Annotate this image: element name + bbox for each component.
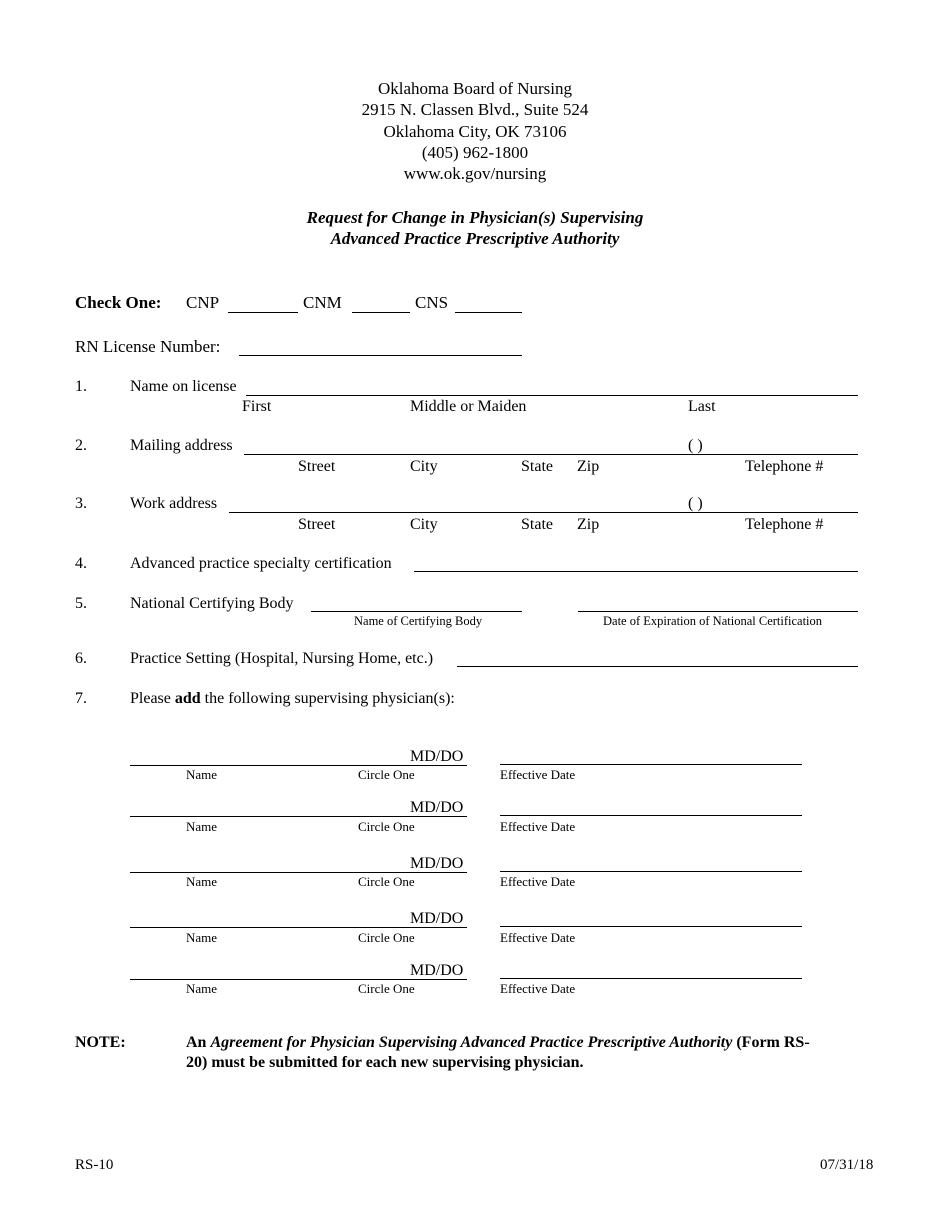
certifying-body-caption: Name of Certifying Body bbox=[354, 614, 483, 628]
physician-circle-caption: Circle One bbox=[358, 767, 415, 782]
option-cns-label: CNS bbox=[415, 293, 449, 312]
note-post: (Form RS- bbox=[732, 1034, 810, 1051]
certifying-body-field[interactable] bbox=[311, 611, 522, 612]
physician-name-caption: Name bbox=[186, 930, 218, 945]
physician-degree-options[interactable]: MD/DO bbox=[410, 910, 464, 927]
name-middle-caption: Middle or Maiden bbox=[410, 398, 527, 415]
mailing-telephone-caption: Telephone # bbox=[745, 458, 824, 475]
note-agreement-title: Agreement for Physician Supervising Advanced Practice Prescriptive Authority bbox=[210, 1034, 733, 1051]
mailing-phone-area: ( ) bbox=[688, 437, 703, 454]
item-1-number: 1. bbox=[75, 378, 87, 395]
item-5-number: 5. bbox=[75, 595, 87, 612]
physician-circle-caption: Circle One bbox=[358, 981, 415, 996]
work-state-caption: State bbox=[521, 516, 553, 533]
item-3-label: Work address bbox=[130, 495, 218, 512]
form-title-line-2: Advanced Practice Prescriptive Authority bbox=[330, 229, 620, 248]
item-7-number: 7. bbox=[75, 690, 87, 707]
mailing-city-caption: City bbox=[410, 458, 438, 475]
physician-degree-options[interactable]: MD/DO bbox=[410, 962, 464, 979]
note-label: NOTE: bbox=[75, 1034, 126, 1051]
physician-effective-date-field[interactable] bbox=[500, 871, 802, 872]
certification-expiration-field[interactable] bbox=[578, 611, 858, 612]
item-5-label: National Certifying Body bbox=[130, 595, 294, 612]
note-pre: An bbox=[186, 1034, 211, 1051]
option-cnp-label: CNP bbox=[186, 293, 220, 312]
physician-effective-date-field[interactable] bbox=[500, 815, 802, 816]
name-last-caption: Last bbox=[688, 398, 716, 415]
physician-date-caption: Effective Date bbox=[500, 981, 576, 996]
item-3-number: 3. bbox=[75, 495, 87, 512]
physician-name-caption: Name bbox=[186, 767, 218, 782]
physician-effective-date-field[interactable] bbox=[500, 926, 802, 927]
org-name: Oklahoma Board of Nursing bbox=[377, 79, 573, 98]
note-text-line-2: 20) must be submitted for each new supervising physician. bbox=[186, 1054, 584, 1071]
work-phone-field[interactable] bbox=[686, 512, 858, 513]
form-id: RS-10 bbox=[75, 1157, 114, 1173]
item-1-label: Name on license bbox=[130, 378, 237, 395]
form-title-line-1: Request for Change in Physician(s) Supervising bbox=[306, 208, 644, 227]
physician-effective-date-field[interactable] bbox=[500, 764, 802, 765]
physician-effective-date-field[interactable] bbox=[500, 978, 802, 979]
item-6-number: 6. bbox=[75, 650, 87, 667]
work-zip-caption: Zip bbox=[577, 516, 600, 533]
org-address-1: 2915 N. Classen Blvd., Suite 524 bbox=[361, 100, 589, 119]
physician-date-caption: Effective Date bbox=[500, 819, 576, 834]
rn-license-label: RN License Number: bbox=[75, 337, 221, 356]
physician-circle-caption: Circle One bbox=[358, 874, 415, 889]
mailing-zip-caption: Zip bbox=[577, 458, 600, 475]
physician-date-caption: Effective Date bbox=[500, 930, 576, 945]
option-cnm-blank[interactable] bbox=[352, 312, 410, 313]
check-one-label: Check One: bbox=[75, 293, 162, 312]
item-6-label: Practice Setting (Hospital, Nursing Home, etc.) bbox=[130, 650, 434, 667]
physician-circle-caption: Circle One bbox=[358, 819, 415, 834]
note-text-line-1 bbox=[186, 1034, 810, 1052]
practice-setting-field[interactable] bbox=[457, 666, 858, 667]
option-cnm-label: CNM bbox=[303, 293, 342, 312]
rn-license-field[interactable] bbox=[239, 355, 522, 356]
item-7-label-pre: Please bbox=[130, 690, 175, 707]
item-7-label-post: the following supervising physician(s): bbox=[200, 690, 455, 707]
work-city-caption: City bbox=[410, 516, 438, 533]
expiration-caption: Date of Expiration of National Certification bbox=[603, 614, 823, 628]
work-telephone-caption: Telephone # bbox=[745, 516, 824, 533]
item-7-label bbox=[130, 690, 455, 708]
mailing-state-caption: State bbox=[521, 458, 553, 475]
item-7-label-add: add bbox=[174, 690, 201, 707]
org-phone: (405) 962-1800 bbox=[421, 143, 529, 162]
physician-date-caption: Effective Date bbox=[500, 874, 576, 889]
specialty-certification-field[interactable] bbox=[414, 571, 858, 572]
item-4-label: Advanced practice specialty certification bbox=[130, 555, 392, 572]
item-2-label: Mailing address bbox=[130, 437, 233, 454]
mailing-street-caption: Street bbox=[298, 458, 336, 475]
work-phone-area: ( ) bbox=[688, 495, 703, 512]
work-street-caption: Street bbox=[298, 516, 336, 533]
mailing-phone-field[interactable] bbox=[686, 454, 858, 455]
physician-degree-options[interactable]: MD/DO bbox=[410, 748, 464, 765]
physician-date-caption: Effective Date bbox=[500, 767, 576, 782]
org-address-2: Oklahoma City, OK 73106 bbox=[383, 122, 567, 141]
name-first-caption: First bbox=[242, 398, 272, 415]
physician-name-caption: Name bbox=[186, 874, 218, 889]
option-cnp-blank[interactable] bbox=[228, 312, 298, 313]
name-on-license-field[interactable] bbox=[246, 395, 858, 396]
mailing-address-field[interactable] bbox=[244, 454, 686, 455]
item-4-number: 4. bbox=[75, 555, 87, 572]
org-website[interactable]: www.ok.gov/nursing bbox=[403, 164, 547, 183]
revision-date: 07/31/18 bbox=[820, 1157, 874, 1173]
item-2-number: 2. bbox=[75, 437, 87, 454]
physician-degree-options[interactable]: MD/DO bbox=[410, 855, 464, 872]
physician-circle-caption: Circle One bbox=[358, 930, 415, 945]
physician-degree-options[interactable]: MD/DO bbox=[410, 799, 464, 816]
physician-name-caption: Name bbox=[186, 981, 218, 996]
option-cns-blank[interactable] bbox=[455, 312, 522, 313]
physician-name-caption: Name bbox=[186, 819, 218, 834]
work-address-field[interactable] bbox=[229, 512, 686, 513]
